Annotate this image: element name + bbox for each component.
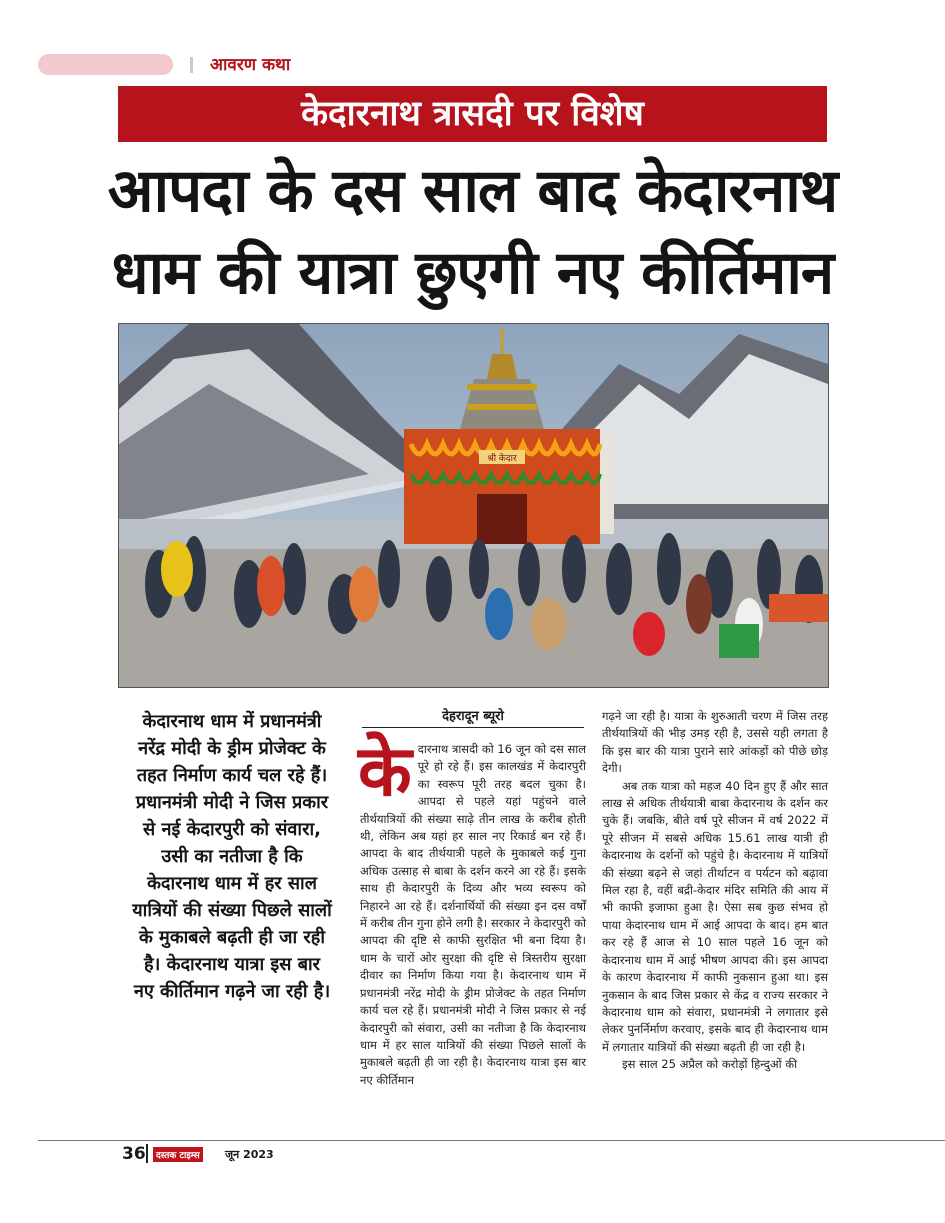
section-pill-decoration	[38, 54, 173, 75]
kedarnath-temple-photo	[118, 323, 829, 688]
footer-divider	[146, 1144, 148, 1163]
topic-banner: केदारनाथ त्रासदी पर विशेष	[118, 86, 827, 142]
headline-line-2: धाम की यात्रा छुएगी नए कीर्तिमान	[111, 238, 834, 308]
article-column-1	[358, 730, 586, 1089]
page-headline	[100, 150, 845, 314]
temple-sign: श्री केदार	[487, 454, 517, 464]
paragraph: अब तक यात्रा को महज 40 दिन हुए हैं और सात लाख से अधिक तीर्थयात्री बाबा केदारनाथ के दर्शन कर चुके हैं। जबकि, बीते वर्ष पूरे सीजन में वर्ष 2022 में पूरे सीजन में सबसे अधिक 15.61 लाख यात्री ही केदारनाथ के दर्शनों को पहुंचे है। केदारनाथ में यात्रियों की संख्या बढ़ने से जहां तीर्थाटन व पर्यटन को बढ़ावा मिल रहा है, वहीं बद्री-केदार मंदिर समिति की आय में भी काफी इजाफा हुआ है। ऐसा सब कुछ संभव हो पाया केदारनाथ धाम में आई आपदा के बाद। हम बात कर रहे हैं आज से 10 साल पहले 16 जून को केदारनाथ धाम में आई भीषण आपदा की। इस आपदा के कारण केदारनाथ में काफी नुकसान हुआ था। इस नुकसान के बाद जिस प्रकार से केंद्र व राज्य सरकार ने केदारनाथ धाम को संवारा, प्रधानमंत्री ने लगातार इसे लेकर पुनर्निर्माण करवाए, इसके बाद ही केदारनाथ धाम में लगातार यात्रियों की संख्या बढ़ती ही जा रही है।	[602, 778, 828, 1054]
pull-quote: केदारनाथ धाम में प्रधानमंत्री नरेंद्र मोदी के ड्रीम प्रोजेक्ट के तहत निर्माण कार्य चल रहे हैं। प्रधानमंत्री मोदी ने जिस प्रकार से नई केदारपुरी को संवारा, उसी का नतीजा है कि केदारनाथ धाम में हर साल यात्रियों की संख्या पिछले सालों के मुकाबले बढ़ती ही जा रही है। केदारनाथ यात्रा इस बार नए कीर्तिमान गढ़ने जा रही है।	[132, 711, 332, 1002]
footer-rule	[38, 1140, 945, 1141]
column-1-text: दारनाथ त्रासदी को 16 जून को दस साल पूरे हो रहे हैं। इस कालखंड में केदारपुरी का स्वरूप पूरी तरह बदल चुका है। आपदा से पहले यहां पहुंचने वाले तीर्थयात्रियों की संख्या साढ़े तीन लाख के करीब होती थी, लेकिन अब यहां हर साल नए रिकार्ड बन रहे हैं। आपदा के बाद तीर्थयात्री पहले के मुकाबले कई गुना अधिक उत्साह से बाबा के दर्शन करने आ रहे हैं। इसके साथ ही केदारपुरी के दिव्य और भव्य स्वरूप को निहारने आ रहे हैं। दर्शनार्थियों की संख्या इन दस वर्षों में करीब तीन गुना होने लगी है। सरकार ने केदारपुरी को आपदा की दृष्टि से काफी सुरक्षित भी बना दिया है। धाम के चारों ओर सुरक्षा की दृष्टि से त्रिस्तरीय सुरक्षा दीवार का निर्माण किया गया है। केदारनाथ धाम में प्रधानमंत्री नरेंद्र मोदी के ड्रीम प्रोजेक्ट के तहत निर्माण कार्य चल रहे हैं। प्रधानमंत्री मोदी ने जिस प्रकार से नई केदारपुरी को संवारा, उसी का नतीजा है कि केदारनाथ धाम में हर साल यात्रियों की संख्या पिछले सालों के मुकाबले बढ़ती ही जा रही है। केदारनाथ यात्रा इस बार नए कीर्तिमान	[360, 742, 586, 1087]
issue-date: जून 2023	[225, 1148, 274, 1161]
headline-line-1: आपदा के दस साल बाद केदारनाथ	[107, 156, 838, 226]
magazine-logo: दस्तक टाइम्स	[153, 1147, 203, 1162]
section-divider	[190, 57, 193, 73]
byline: देहरादून ब्यूरो	[362, 706, 584, 728]
paragraph: गढ़ने जा रही है। यात्रा के शुरुआती चरण में जिस तरह तीर्थयात्रियों की भीड़ उमड़ रही है, उससे यही लगता है कि इस बार की यात्रा पुराने सारे आंकड़ों को पीछे छोड़ देगी।	[602, 709, 828, 776]
article-column-2	[602, 708, 828, 1074]
page-number: 36	[122, 1144, 146, 1164]
section-label: आवरण कथा	[210, 55, 291, 75]
drop-cap: के	[358, 730, 412, 812]
paragraph: इस साल 25 अप्रैल को करोड़ों हिन्दुओं की	[622, 1057, 798, 1072]
